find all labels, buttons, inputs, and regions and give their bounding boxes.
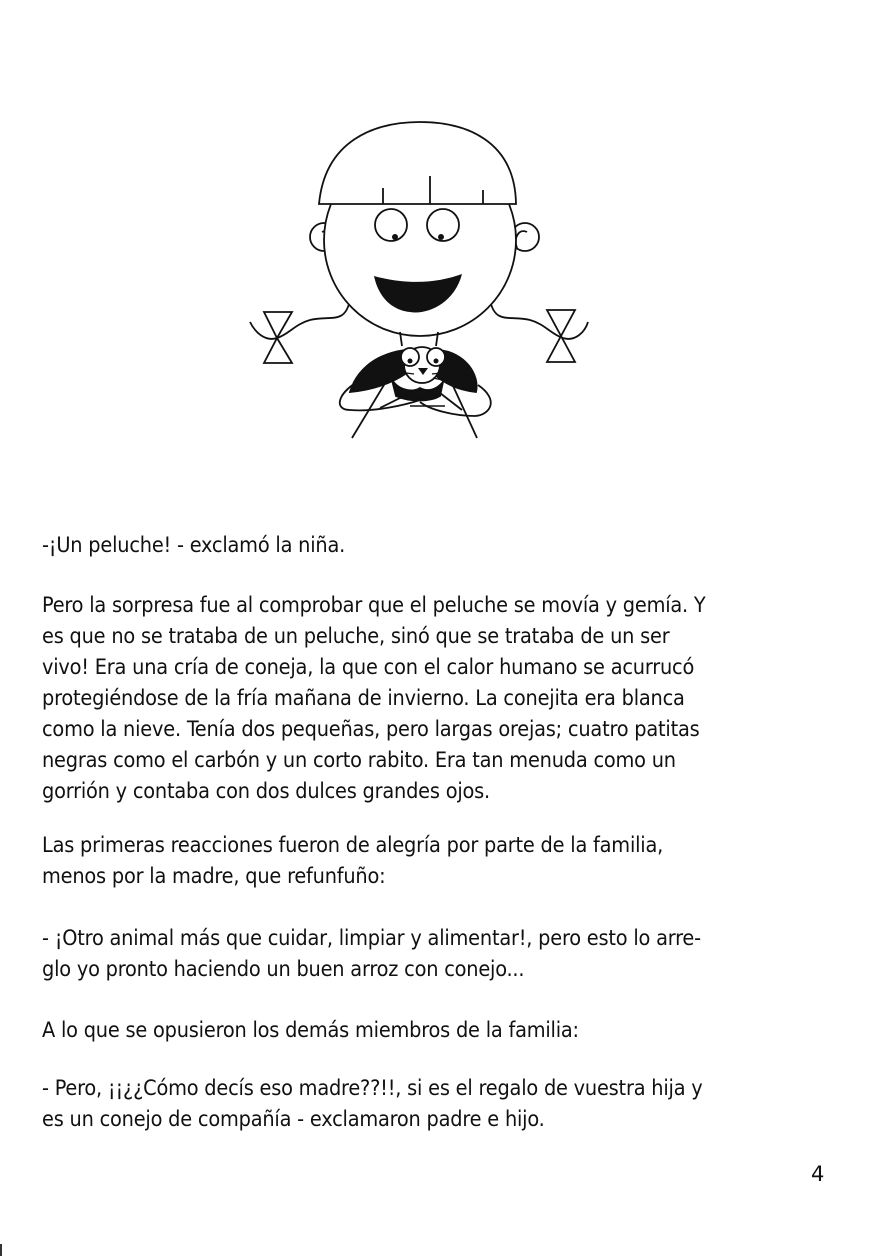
text-line: vivo! Era una cría de coneja, la que con el calor humano se acurrucó bbox=[42, 655, 695, 680]
text-line: negras como el carbón y un corto rabito. Era tan menuda como un bbox=[42, 748, 676, 773]
text-line: A lo que se opusieron los demás miembros de la familia: bbox=[42, 1018, 579, 1043]
story-paragraph-2 bbox=[42, 590, 842, 807]
text-line: protegiéndose de la fría mañana de invierno. La conejita era blanca bbox=[42, 686, 685, 711]
text-line: - Pero, ¡¡¿¿Cómo decís eso madre??!!, si es el regalo de vuestra hija y bbox=[42, 1076, 703, 1101]
story-paragraph-5 bbox=[42, 1015, 842, 1046]
text-line: Las primeras reacciones fueron de alegría por parte de la familia, bbox=[42, 833, 664, 858]
text-line: Pero la sorpresa fue al comprobar que el peluche se movía y gemía. Y bbox=[42, 593, 706, 618]
text-line: glo yo pronto haciendo un buen arroz con conejo... bbox=[42, 957, 525, 982]
story-paragraph-6 bbox=[42, 1073, 842, 1135]
story-paragraph-4 bbox=[42, 923, 842, 985]
story-paragraph-3 bbox=[42, 830, 842, 892]
text-line: menos por la madre, que refunfuño: bbox=[42, 864, 386, 889]
text-line: -¡Un peluche! - exclamó la niña. bbox=[42, 533, 346, 558]
text-line: - ¡Otro animal más que cuidar, limpiar y alimentar!, pero esto lo arre- bbox=[42, 926, 701, 951]
girl-with-bunny-illustration bbox=[240, 110, 600, 450]
text-line: como la nieve. Tenía dos pequeñas, pero largas orejas; cuatro patitas bbox=[42, 717, 700, 742]
text-line: gorrión y contaba con dos dulces grandes ojos. bbox=[42, 779, 490, 804]
text-line: es que no se trataba de un peluche, sinó que se trataba de un ser bbox=[42, 624, 670, 649]
scan-edge-mark bbox=[0, 1244, 2, 1256]
story-paragraph-1 bbox=[42, 530, 842, 561]
page-number: 4 bbox=[811, 1162, 825, 1186]
text-line: es un conejo de compañía - exclamaron padre e hijo. bbox=[42, 1107, 545, 1132]
